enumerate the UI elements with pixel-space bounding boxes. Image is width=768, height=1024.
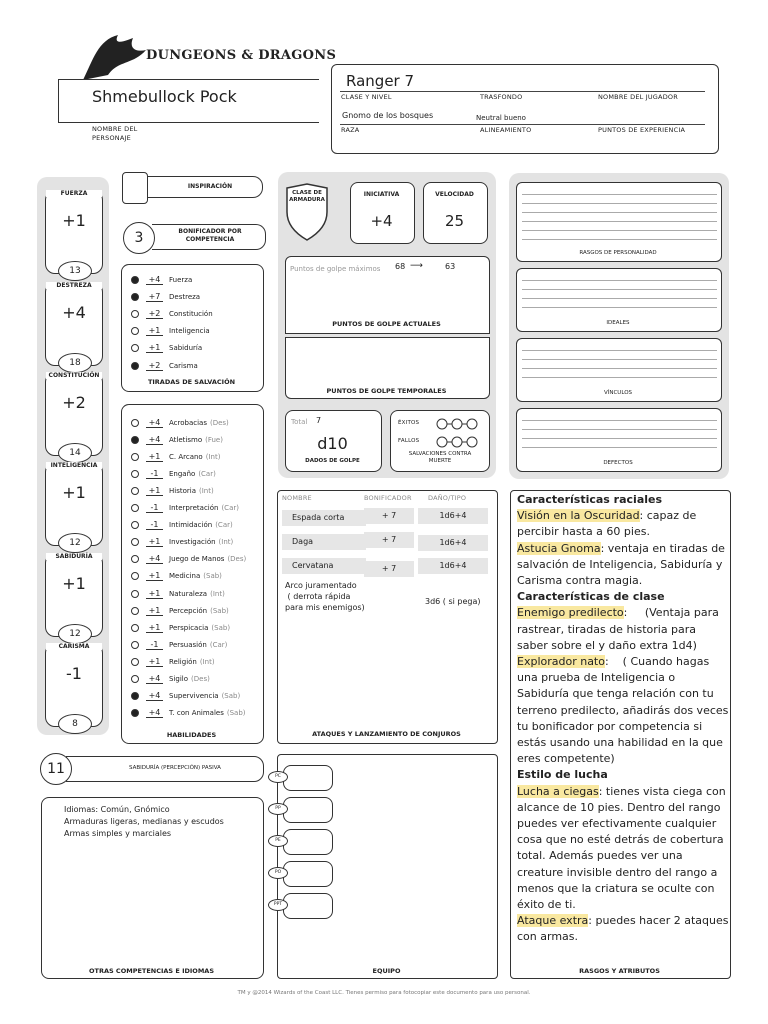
proficiency-dot[interactable] <box>131 276 139 284</box>
skill-row[interactable] <box>131 672 210 687</box>
skill-value[interactable]: +4 <box>146 691 163 701</box>
skill-row[interactable] <box>131 569 222 584</box>
ability-strength <box>45 190 103 274</box>
save-name: Carisma <box>169 361 198 370</box>
skill-value[interactable]: +4 <box>146 708 163 718</box>
skill-value[interactable]: +1 <box>146 571 163 581</box>
flaws-label: DEFECTOS <box>603 460 633 466</box>
race[interactable]: Gnomo de los bosques <box>342 111 434 120</box>
attacks-col-bonus: BONIFICADOR <box>364 494 412 502</box>
proficiency-dot[interactable] <box>131 641 139 649</box>
skill-attribute: (Car) <box>221 504 239 512</box>
hit-dice-total-label: Total <box>291 418 308 426</box>
skill-name: Sigilo <box>169 675 189 683</box>
skill-value[interactable]: +4 <box>146 418 163 428</box>
class-heading: Características de clase <box>517 590 665 604</box>
coin-box[interactable] <box>283 829 333 855</box>
coin-label: PPT <box>268 899 288 911</box>
skill-attribute: (Car) <box>215 521 233 530</box>
proficiency-dot[interactable] <box>131 675 139 683</box>
attack-bonus[interactable]: + 7 <box>364 532 414 548</box>
ability-score[interactable]: 13 <box>58 261 92 281</box>
skill-attribute: (Des) <box>227 555 247 564</box>
ability-name: CARISMA <box>46 643 102 650</box>
attacks-col-damage: DAÑO/TIPO <box>428 494 467 502</box>
skill-attribute: (Des) <box>209 418 229 427</box>
skill-name: C. Arcano <box>169 452 203 461</box>
proficiency-dot[interactable] <box>131 436 139 444</box>
features-text[interactable] <box>517 492 732 946</box>
feature-text: : (Ventaja para rastrear, tiradas de historia para saber sobre el y daño extra 1d4) <box>517 606 723 652</box>
proficiency-dot[interactable] <box>131 310 139 318</box>
racial-heading: Características raciales <box>517 493 663 506</box>
proficiency-label: BONIFICADOR POR COMPETENCIA <box>178 228 242 243</box>
arrow-icon: ⟶ <box>410 261 423 271</box>
character-name[interactable]: Shmebullock Pock <box>92 87 237 106</box>
skill-name: Engaño <box>169 469 196 478</box>
skill-value[interactable]: +1 <box>146 486 163 496</box>
hp-temp-label: PUNTOS DE GOLPE TEMPORALES <box>326 387 447 395</box>
ability-dexterity <box>45 282 103 366</box>
skill-attribute: (Int) <box>205 452 221 461</box>
speed-label: VELOCIDAD <box>435 191 474 198</box>
coin-label: PC <box>268 771 288 783</box>
skill-name: Historia <box>169 486 196 495</box>
proficiency-dot[interactable] <box>131 709 139 717</box>
attacks-col-name: NOMBRE <box>282 494 312 502</box>
skill-attribute: (Sab) <box>221 692 241 701</box>
proficiencies-title: OTRAS COMPETENCIAS E IDIOMAS <box>88 967 215 975</box>
death-failures-label: FALLOS <box>398 438 420 444</box>
alignment[interactable]: Neutral bueno <box>476 114 526 122</box>
proficiency-dot[interactable] <box>131 487 139 495</box>
ability-mod[interactable]: +1 <box>62 211 86 230</box>
skill-row[interactable] <box>131 449 220 464</box>
ability-name: SABIDURÍA <box>46 553 102 560</box>
skill-name: Acrobacias <box>169 418 207 427</box>
skill-name: Atletismo <box>169 435 203 444</box>
inspiration-checkbox[interactable] <box>122 172 148 204</box>
skills-title: HABILIDADES <box>166 731 217 739</box>
feature-name: Enemigo predilecto <box>517 606 624 620</box>
proficiency-line[interactable]: Armaduras ligeras, medianas y escudos <box>64 817 224 826</box>
skill-value[interactable]: +1 <box>146 537 163 547</box>
attack-name[interactable]: Daga <box>282 534 366 550</box>
coin-box[interactable] <box>283 765 333 791</box>
skill-row[interactable] <box>131 552 246 567</box>
skill-value[interactable]: +1 <box>146 623 163 633</box>
hit-dice-value[interactable]: d10 <box>317 434 348 453</box>
features-title: RASGOS Y ATRIBUTOS <box>579 967 660 975</box>
initiative-label: INICIATIVA <box>363 191 400 198</box>
proficiency-dot[interactable] <box>131 590 139 598</box>
save-row[interactable] <box>131 306 213 321</box>
feature-name: Ataque extra <box>517 914 589 928</box>
skill-row[interactable] <box>131 501 239 516</box>
skill-row[interactable] <box>131 415 229 430</box>
skill-row[interactable] <box>131 603 229 618</box>
skill-row[interactable] <box>131 466 216 481</box>
skill-name: Naturaleza <box>169 589 208 598</box>
save-value[interactable]: +2 <box>146 309 163 319</box>
skill-row[interactable] <box>131 706 246 721</box>
proficiency-dot[interactable] <box>131 327 139 335</box>
skill-value[interactable]: +1 <box>146 452 163 462</box>
proficiency-dot[interactable] <box>131 555 139 563</box>
ability-mod[interactable]: +1 <box>62 574 86 593</box>
hp-max-label: Puntos de golpe máximos <box>290 265 381 273</box>
death-saves-label: SALVACIONES CONTRA MUERTE <box>408 451 472 464</box>
attack-damage[interactable]: 1d6+4 <box>418 558 488 574</box>
feature-name: Visión en la Oscuridad <box>517 509 640 523</box>
attacks-title: ATAQUES Y LANZAMIENTO DE CONJUROS <box>312 730 461 738</box>
skill-name: Investigación <box>169 538 216 547</box>
proficiency-dot[interactable] <box>131 624 139 632</box>
skill-attribute: (Sab) <box>226 709 246 718</box>
coin-box[interactable] <box>283 861 333 887</box>
ability-score[interactable]: 18 <box>58 353 92 373</box>
attack-bonus[interactable]: + 7 <box>364 508 414 524</box>
player-label: NOMBRE DEL JUGADOR <box>598 93 678 101</box>
ability-score[interactable]: 8 <box>58 714 92 734</box>
skill-value[interactable]: -1 <box>146 640 163 650</box>
hp-max-value-alt[interactable]: 63 <box>445 262 456 271</box>
skill-value[interactable]: +4 <box>146 554 163 564</box>
death-successes-label: ÉXITOS <box>398 420 420 426</box>
skill-attribute: (Sab) <box>211 623 231 632</box>
xp-label: PUNTOS DE EXPERIENCIA <box>598 126 686 134</box>
skill-name: Perspicacia <box>169 623 209 632</box>
personality-label: RASGOS DE PERSONALIDAD <box>579 250 657 256</box>
skill-value[interactable]: -1 <box>146 469 163 479</box>
proficiency-dot[interactable] <box>131 572 139 580</box>
skill-name: Religión <box>169 657 197 666</box>
attacks-box <box>277 490 498 744</box>
death-successes-checks[interactable] <box>435 416 480 435</box>
coin-box[interactable] <box>283 797 333 823</box>
save-value[interactable]: +1 <box>146 326 163 336</box>
save-name: Fuerza <box>169 275 193 284</box>
proficiency-line[interactable]: Armas simples y marciales <box>64 829 172 838</box>
feature-name: Astucia Gnoma <box>517 541 601 555</box>
skill-name: Persuasión <box>169 640 207 649</box>
ability-charisma <box>45 643 103 727</box>
skill-name: Percepción <box>169 606 208 615</box>
initiative-value[interactable]: +4 <box>370 212 393 230</box>
armor-class-label: CLASE DE ARMADURA <box>289 190 325 203</box>
proficiency-dot[interactable] <box>131 419 139 427</box>
skill-row[interactable] <box>131 620 230 635</box>
attack-extra-line[interactable]: ( derrota rápida <box>285 592 351 601</box>
skill-attribute: (Car) <box>198 469 216 478</box>
feature-text: : ventaja en tiradas de salvación de Inteligencia, Sabiduría y Carisma contra magia. <box>517 541 725 588</box>
ability-name: DESTREZA <box>46 282 102 289</box>
skill-name: Intimidación <box>169 521 213 530</box>
hp-max-value[interactable]: 68 <box>395 262 406 271</box>
ability-mod[interactable]: -1 <box>66 664 82 683</box>
skill-value[interactable]: +1 <box>146 657 163 667</box>
equipment-title: EQUIPO <box>372 967 401 975</box>
save-name: Constitución <box>169 309 213 318</box>
attack-name[interactable]: Cervatana <box>282 558 366 574</box>
feature-text: : capaz de percibir hasta a 60 pies. <box>517 509 697 539</box>
skill-value[interactable]: +1 <box>146 606 163 616</box>
class-level-label: CLASE Y NIVEL <box>341 93 392 101</box>
hp-current-label: PUNTOS DE GOLPE ACTUALES <box>332 320 441 328</box>
skill-row[interactable] <box>131 586 225 601</box>
coin-label: PO <box>268 867 288 879</box>
proficiency-dot[interactable] <box>131 504 139 512</box>
ability-mod[interactable]: +4 <box>62 303 86 322</box>
save-value[interactable]: +1 <box>146 343 163 353</box>
attack-damage[interactable]: 1d6+4 <box>418 508 488 524</box>
save-row[interactable] <box>131 358 198 373</box>
feature-text: : tienes vista ciega con alcance de 10 pies. Dentro del rango puedes ver efectivamente cualquier cosa que no esté detrás de cobertura total. Además puedes ver una creature invisible dentro del rango a menos que la criatura se oculte con éxito de ti. <box>517 784 726 912</box>
skill-name: Supervivencia <box>169 692 219 701</box>
save-name: Destreza <box>169 292 201 301</box>
brand-logo: DUNGEONS & DRAGONS <box>146 48 337 63</box>
proficiency-dot[interactable] <box>131 521 139 529</box>
skill-value[interactable]: -1 <box>146 503 163 513</box>
attack-name[interactable]: Espada corta <box>282 510 366 526</box>
character-name-label: NOMBRE DEL PERSONAJE <box>92 125 138 142</box>
fighting-style-heading: Estilo de lucha <box>517 768 608 782</box>
skill-row[interactable] <box>131 518 233 533</box>
attack-bonus[interactable]: + 7 <box>364 561 414 577</box>
skill-name: Juego de Manos <box>169 555 225 564</box>
ability-constitution <box>45 372 103 456</box>
save-name: Sabiduría <box>169 343 203 352</box>
proficiency-dot[interactable] <box>131 344 139 352</box>
class-level[interactable]: Ranger 7 <box>346 72 415 90</box>
ideals-label: IDEALES <box>606 320 630 326</box>
skill-attribute: (Des) <box>191 675 210 683</box>
skill-value[interactable]: +4 <box>146 674 163 684</box>
save-value[interactable]: +7 <box>146 292 163 302</box>
feature-name: Explorador nato <box>517 655 605 669</box>
footer-text: TM y @2014 Wizards of the Coast LLC. Tienes permiso para fotocopiar este documento para uso personal. <box>237 990 531 996</box>
proficiency-bonus[interactable]: 3 <box>123 222 155 254</box>
save-name: Inteligencia <box>169 326 210 335</box>
proficiency-dot[interactable] <box>131 293 139 301</box>
race-label: RAZA <box>341 126 360 134</box>
dragon-logo-icon <box>78 30 148 85</box>
skill-name: Interpretación <box>169 504 219 512</box>
feature-text: : ( Cuando hagas una prueba de Inteligencia o Sabiduría que tenga relación con tu terreno predilecto, añadirás dos veces tu bonificador por competencia si estás usando una habilidad en la que eres competente) <box>517 655 732 766</box>
bonds-label: VÍNCULOS <box>603 390 633 396</box>
proficiency-dot[interactable] <box>131 658 139 666</box>
feature-name: Lucha a ciegas <box>517 784 599 798</box>
skill-attribute: (Fue) <box>205 435 223 444</box>
background-label: TRASFONDO <box>480 93 523 101</box>
skill-row[interactable] <box>131 689 240 704</box>
attack-extra-damage[interactable]: 3d6 ( si pega) <box>425 597 481 606</box>
skill-row[interactable] <box>131 483 214 498</box>
attack-extra-line[interactable]: para mis enemigos) <box>285 603 365 612</box>
save-value[interactable]: +4 <box>146 275 163 285</box>
skill-attribute: (Car) <box>209 640 228 649</box>
proficiency-dot[interactable] <box>131 362 139 370</box>
skill-attribute: (Int) <box>199 657 215 666</box>
alignment-label: ALINEAMIENTO <box>480 126 532 134</box>
skill-row[interactable] <box>131 637 227 652</box>
coin-label: PE <box>268 835 288 847</box>
hit-dice-label: DADOS DE GOLPE <box>305 458 360 464</box>
skill-value[interactable]: +1 <box>146 589 163 599</box>
skill-attribute: (Int) <box>218 538 234 547</box>
hit-dice-total[interactable]: 7 <box>316 416 322 425</box>
proficiency-dot[interactable] <box>131 470 139 478</box>
skill-name: T. con Animales <box>169 709 224 718</box>
save-row[interactable] <box>131 289 200 304</box>
passive-perception-value[interactable]: 11 <box>40 753 72 785</box>
skill-row[interactable] <box>131 432 223 447</box>
save-row[interactable] <box>131 323 210 338</box>
skill-attribute: (Sab) <box>210 606 229 615</box>
coin-box[interactable] <box>283 893 333 919</box>
feature-text: : puedes hacer 2 ataques con armas. <box>517 914 729 944</box>
proficiency-line[interactable]: Idiomas: Común, Gnómico <box>64 805 170 814</box>
ability-score[interactable]: 12 <box>58 624 92 644</box>
proficiency-dot[interactable] <box>131 607 139 615</box>
ability-wisdom <box>45 553 103 637</box>
ability-score[interactable]: 14 <box>58 443 92 463</box>
skill-name: Medicina <box>169 572 201 581</box>
ability-intelligence <box>45 462 103 546</box>
attack-damage[interactable]: 1d6+4 <box>418 535 488 551</box>
speed-value[interactable]: 25 <box>444 212 465 230</box>
save-value[interactable]: +2 <box>146 361 163 371</box>
skill-attribute: (Int) <box>210 589 225 598</box>
passive-perception-label: SABIDURÍA (PERCEPCIÓN) PASIVA <box>129 765 221 771</box>
skill-value[interactable]: +4 <box>146 435 163 445</box>
proficiency-dot[interactable] <box>131 692 139 700</box>
proficiency-dot[interactable] <box>131 453 139 461</box>
proficiency-dot[interactable] <box>131 538 139 546</box>
ability-mod[interactable]: +2 <box>62 393 86 412</box>
ability-name: INTELIGENCIA <box>46 462 102 469</box>
attack-extra-line[interactable]: Arco juramentado <box>285 581 357 590</box>
skill-attribute: (Sab) <box>203 572 222 581</box>
saving-throws-title: TIRADAS DE SALVACIÓN <box>147 378 236 386</box>
inspiration-label: INSPIRACIÓN <box>187 183 233 190</box>
ability-name: FUERZA <box>46 190 102 197</box>
skill-attribute: (Int) <box>199 486 214 495</box>
skill-value[interactable]: -1 <box>146 520 163 530</box>
ability-mod[interactable]: +1 <box>62 483 86 502</box>
skill-row[interactable] <box>131 654 215 669</box>
save-row[interactable] <box>131 340 202 355</box>
ability-score[interactable]: 12 <box>58 533 92 553</box>
ability-name: CONSTITUCIÓN <box>46 372 102 379</box>
skill-row[interactable] <box>131 535 233 550</box>
coin-label: PP <box>268 803 288 815</box>
save-row[interactable] <box>131 272 192 287</box>
